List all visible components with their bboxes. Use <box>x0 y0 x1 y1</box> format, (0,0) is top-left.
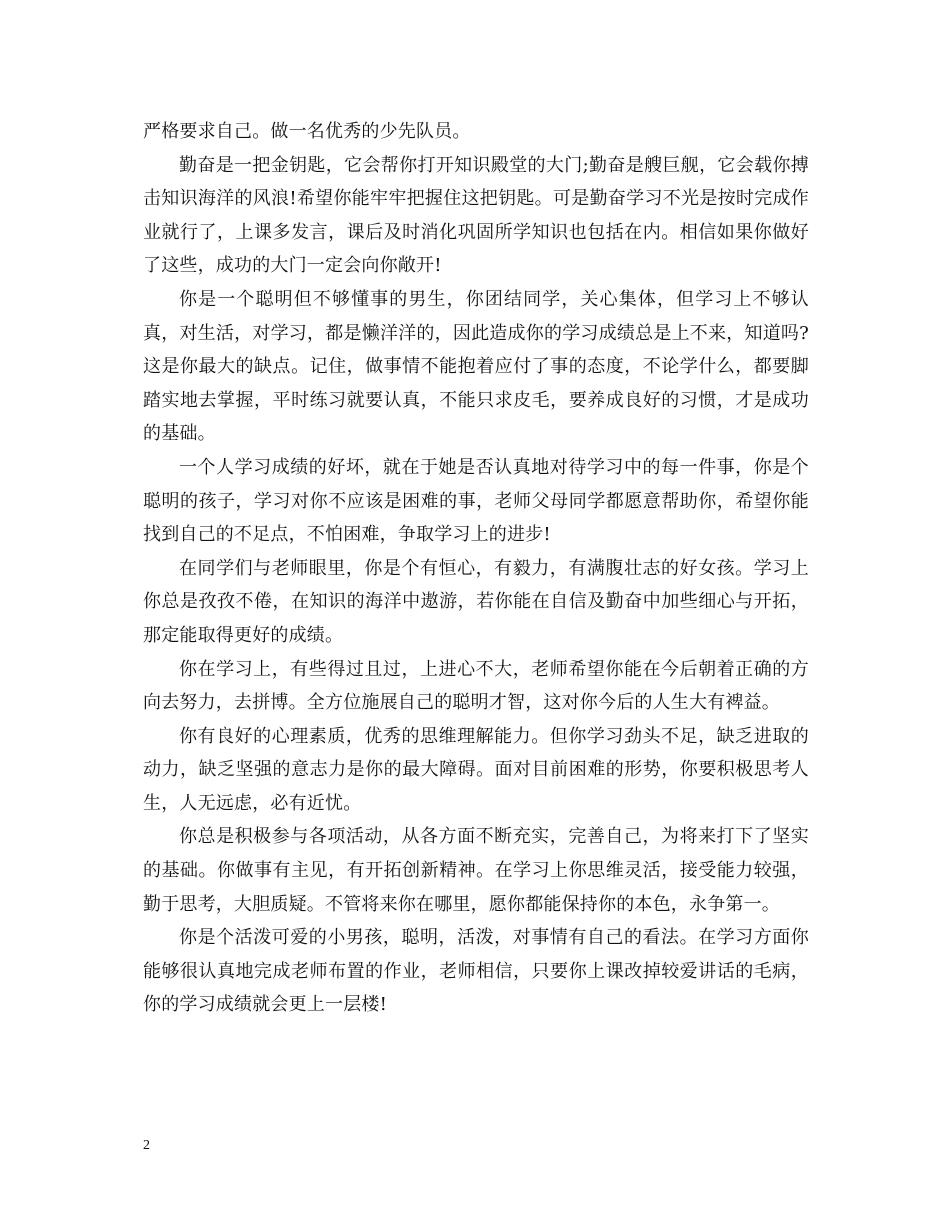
document-body <box>143 115 809 1022</box>
paragraph-8: 你总是积极参与各项活动，从各方面不断充实，完善自己，为将来打下了坚实的基础。你做事有主见，有开拓创新精神。在学习上你思维灵活，接受能力较强，勤于思考，大胆质疑。不管将来你在哪里，愿你都能保持你的本色，永争第一。 <box>143 826 809 915</box>
paragraph-1: 严格要求自己。做一名优秀的少先队员。 <box>143 121 471 142</box>
paragraph-3: 你是一个聪明但不够懂事的男生，你团结同学，关心集体，但学习上不够认真，对生活，对学习，都是懒洋洋的，因此造成你的学习成绩总是上不来，知道吗?这是你最大的缺点。记住，做事情不能抱着应付了事的态度，不论学什么，都要脚踏实地去掌握，平时练习就要认真，不能只求皮毛，要养成良好的习惯，才是成功的基础。 <box>143 288 809 445</box>
page-number: 2 <box>143 1138 150 1153</box>
paragraph-6: 你在学习上，有些得过且过，上进心不大，老师希望你能在今后朝着正确的方向去努力，去拼博。全方位施展自己的聪明才智，这对你今后的人生大有裨益。 <box>143 658 809 714</box>
paragraph-5: 在同学们与老师眼里，你是个有恒心，有毅力，有满腹壮志的好女孩。学习上你总是孜孜不倦，在知识的海洋中遨游，若你能在自信及勤奋中加些细心与开拓，那定能取得更好的成绩。 <box>143 557 809 646</box>
paragraph-4: 一个人学习成绩的好坏，就在于她是否认真地对待学习中的每一件事，你是个聪明的孩子，学习对你不应该是困难的事，老师父母同学都愿意帮助你，希望你能找到自己的不足点，不怕困难，争取学习上的进步! <box>143 456 809 546</box>
paragraph-7: 你有良好的心理素质，优秀的思维理解能力。但你学习劲头不足，缺乏进取的动力，缺乏坚强的意志力是你的最大障碍。面对目前困难的形势，你要积极思考人生，人无远虑，必有近忧。 <box>143 725 809 814</box>
paragraph-2: 勤奋是一把金钥匙，它会帮你打开知识殿堂的大门;勤奋是艘巨舰，它会载你搏击知识海洋的风浪!希望你能牢牢把握住这把钥匙。可是勤奋学习不光是按时完成作业就行了，上课多发言，课后及时消化巩固所学知识也包括在内。相信如果你做好了这些，成功的大门一定会向你敞开! <box>143 154 809 277</box>
paragraph-9: 你是个活泼可爱的小男孩，聪明，活泼，对事情有自己的看法。在学习方面你能够很认真地完成老师布置的作业，老师相信，只要你上课改掉较爱讲话的毛病，你的学习成绩就会更上一层楼! <box>143 927 809 1016</box>
